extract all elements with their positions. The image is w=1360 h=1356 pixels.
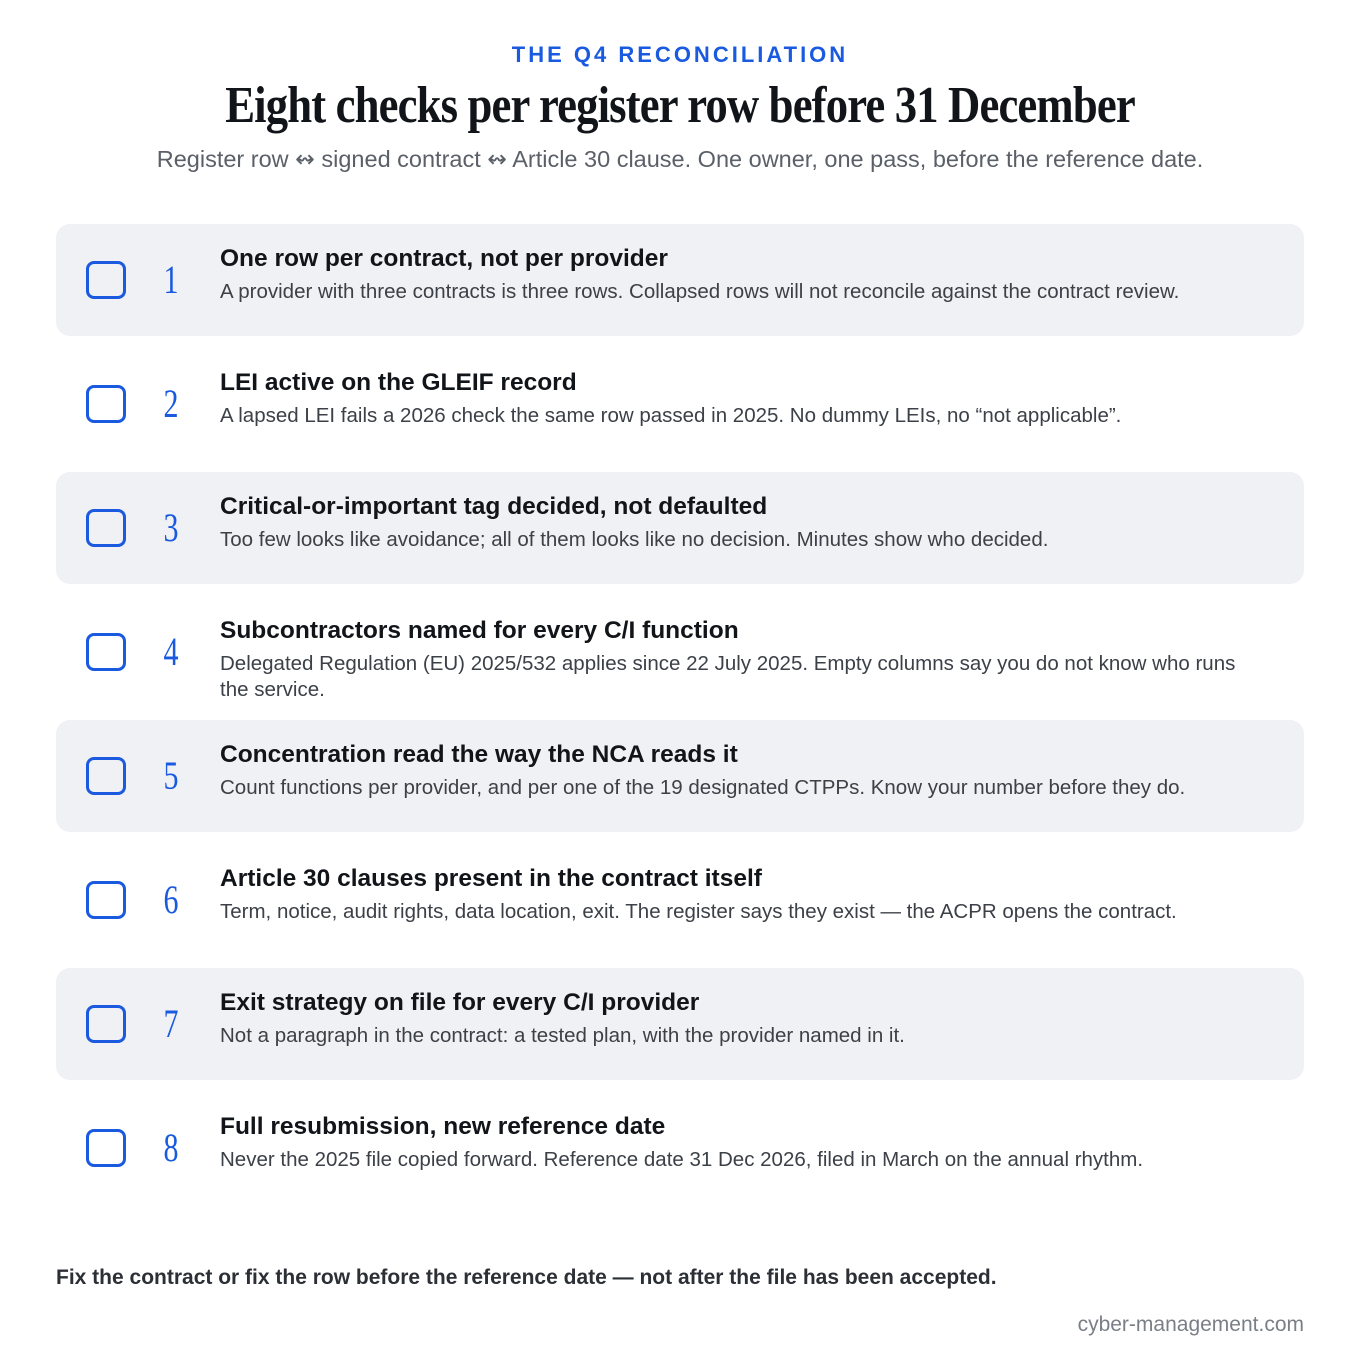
checkbox-icon[interactable]	[86, 633, 126, 671]
check-description: Never the 2025 file copied forward. Reference date 31 Dec 2026, filed in March on the annual rhythm.	[220, 1148, 1144, 1171]
check-heading: Full resubmission, new reference date	[220, 1113, 666, 1140]
check-description: Count functions per provider, and per one of the 19 designated CTPPs. Know your number before they do.	[220, 776, 1186, 799]
check-number: 5	[163, 753, 179, 798]
checkbox-icon[interactable]	[86, 881, 126, 919]
check-description: Not a paragraph in the contract: a tested plan, with the provider named in it.	[220, 1024, 905, 1047]
check-description: A lapsed LEI fails a 2026 check the same row passed in 2025. No dummy LEIs, no “not applicable”.	[220, 404, 1122, 427]
checkbox-icon[interactable]	[86, 1005, 126, 1043]
page-subtitle: Register row ↭ signed contract ↭ Article 30 clause. One owner, one pass, before the reference date.	[156, 146, 1204, 172]
check-heading: Subcontractors named for every C/I function	[220, 617, 739, 644]
check-number: 6	[163, 877, 179, 922]
source-credit: cyber-management.com	[1077, 1313, 1304, 1336]
check-item-8	[56, 1092, 1304, 1204]
check-description: Too few looks like avoidance; all of them looks like no decision. Minutes show who decided.	[220, 528, 1049, 551]
checklist	[56, 224, 1304, 1216]
check-description: A provider with three contracts is three rows. Collapsed rows will not reconcile against the contract review.	[220, 280, 1180, 303]
check-item-6	[56, 844, 1304, 956]
check-number: 1	[163, 257, 179, 302]
checkbox-icon[interactable]	[86, 385, 126, 423]
checkbox-icon[interactable]	[86, 261, 126, 299]
footer-note: Fix the contract or fix the row before the reference date — not after the file has been accepted.	[56, 1266, 997, 1289]
check-item-7	[56, 968, 1304, 1080]
check-number: 8	[163, 1125, 179, 1170]
check-number: 3	[163, 505, 179, 550]
check-heading: Concentration read the way the NCA reads it	[220, 741, 738, 768]
check-heading: One row per contract, not per provider	[220, 245, 668, 272]
check-item-2	[56, 348, 1304, 460]
check-number: 4	[163, 629, 179, 674]
check-heading: Article 30 clauses present in the contract itself	[220, 865, 762, 892]
page-title: Eight checks per register row before 31 December	[225, 77, 1135, 134]
check-heading: Exit strategy on file for every C/I provider	[220, 989, 700, 1016]
eyebrow-label: THE Q4 RECONCILIATION	[511, 42, 849, 67]
checkbox-icon[interactable]	[86, 1129, 126, 1167]
check-number: 7	[163, 1001, 179, 1046]
check-item-1	[56, 224, 1304, 336]
check-heading: LEI active on the GLEIF record	[220, 369, 577, 396]
check-number: 2	[163, 381, 179, 426]
check-description: Delegated Regulation (EU) 2025/532 applies since 22 July 2025. Empty columns say you do not know who runs the service.	[220, 652, 1236, 701]
check-item-3	[56, 472, 1304, 584]
check-item-4	[56, 596, 1304, 708]
check-item-5	[56, 720, 1304, 832]
check-description: Term, notice, audit rights, data location, exit. The register says they exist — the ACPR opens the contract.	[220, 900, 1177, 923]
checkbox-icon[interactable]	[86, 509, 126, 547]
check-heading: Critical-or-important tag decided, not defaulted	[220, 493, 768, 520]
checkbox-icon[interactable]	[86, 757, 126, 795]
